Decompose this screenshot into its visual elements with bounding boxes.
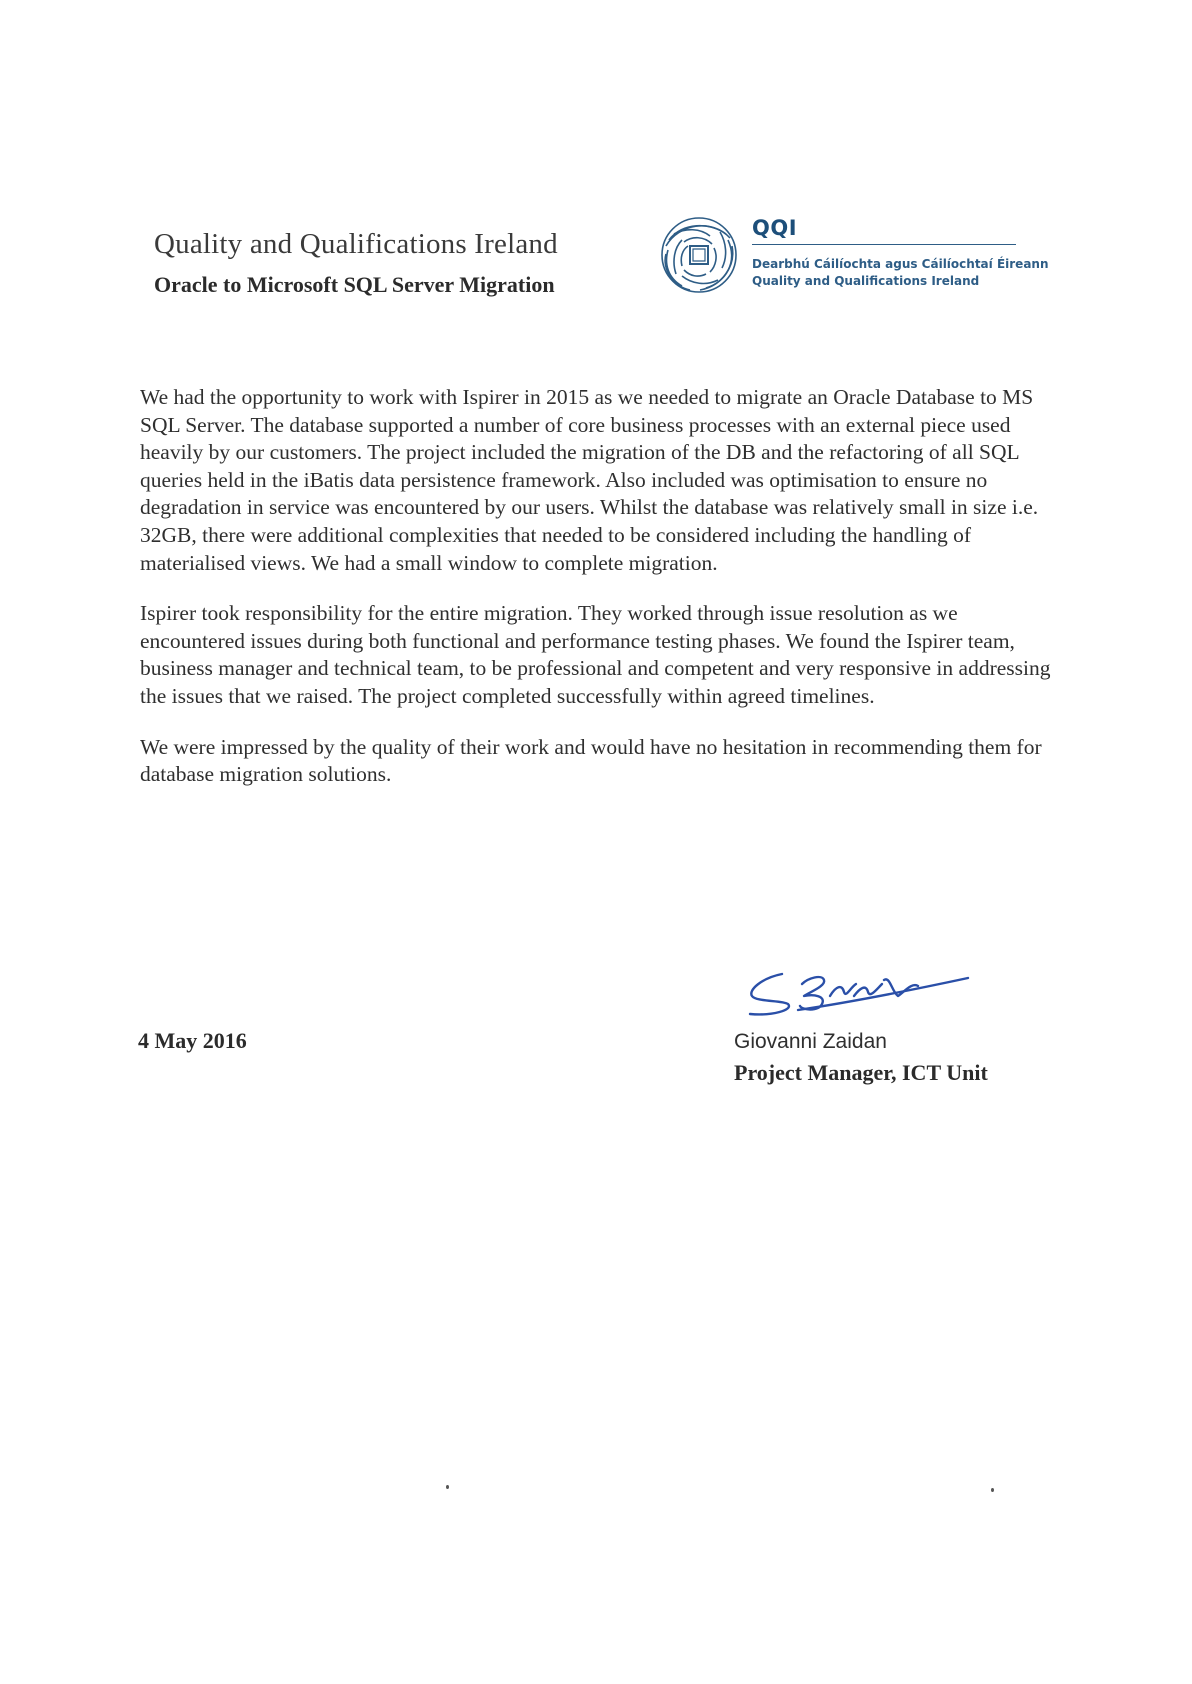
qqi-logo — [660, 216, 1049, 296]
signer-name: Giovanni Zaidan — [734, 1030, 887, 1053]
logo-divider — [752, 244, 1016, 245]
organization-name: Quality and Qualifications Ireland — [154, 228, 558, 260]
qqi-logo-mark-icon — [660, 216, 738, 294]
letter-header — [154, 226, 558, 299]
signer-block — [734, 1028, 988, 1088]
letter-date: 4 May 2016 — [138, 1028, 247, 1053]
letter-body — [140, 384, 1060, 812]
logo-acronym: QQI — [752, 216, 798, 240]
signer-title: Project Manager, ICT Unit — [734, 1060, 988, 1085]
logo-english-name: Quality and Qualifications Ireland — [752, 274, 980, 288]
scan-speck — [991, 1488, 994, 1492]
body-paragraph-1: We had the opportunity to work with Ispirer in 2015 as we needed to migrate an Oracle Database to MS SQL Server. The database supported a number of core business processes with an external piece used heavily by our customers. The project included the migration of the DB and the refactoring of all SQL queries held in the iBatis data persistence framework. Also included was optimisation to ensure no degradation in service was encountered by our users. Whilst the database was relatively small in size i.e. 32GB, there were additional complexities that needed to be considered including the handling of materialised views. We had a small window to complete migration. — [140, 385, 1039, 575]
logo-irish-name: Dearbhú Cáilíochta agus Cáilíochtaí Éireann — [752, 257, 1049, 271]
body-paragraph-3: We were impressed by the quality of their work and would have no hesitation in recommending them for database migration solutions. — [140, 734, 1042, 787]
scan-speck — [446, 1485, 449, 1489]
document-subtitle: Oracle to Microsoft SQL Server Migration — [154, 272, 555, 297]
body-paragraph-2: Ispirer took responsibility for the entire migration. They worked through issue resolution as we encountered issues during both functional and performance testing phases. We found the Ispirer team, business manager and technical team, to be professional and competent and very responsive in addressing the issues that we raised. The project completed successfully within agreed timelines. — [140, 601, 1051, 708]
handwritten-signature-icon — [742, 962, 972, 1022]
qqi-logo-text — [752, 216, 1049, 290]
